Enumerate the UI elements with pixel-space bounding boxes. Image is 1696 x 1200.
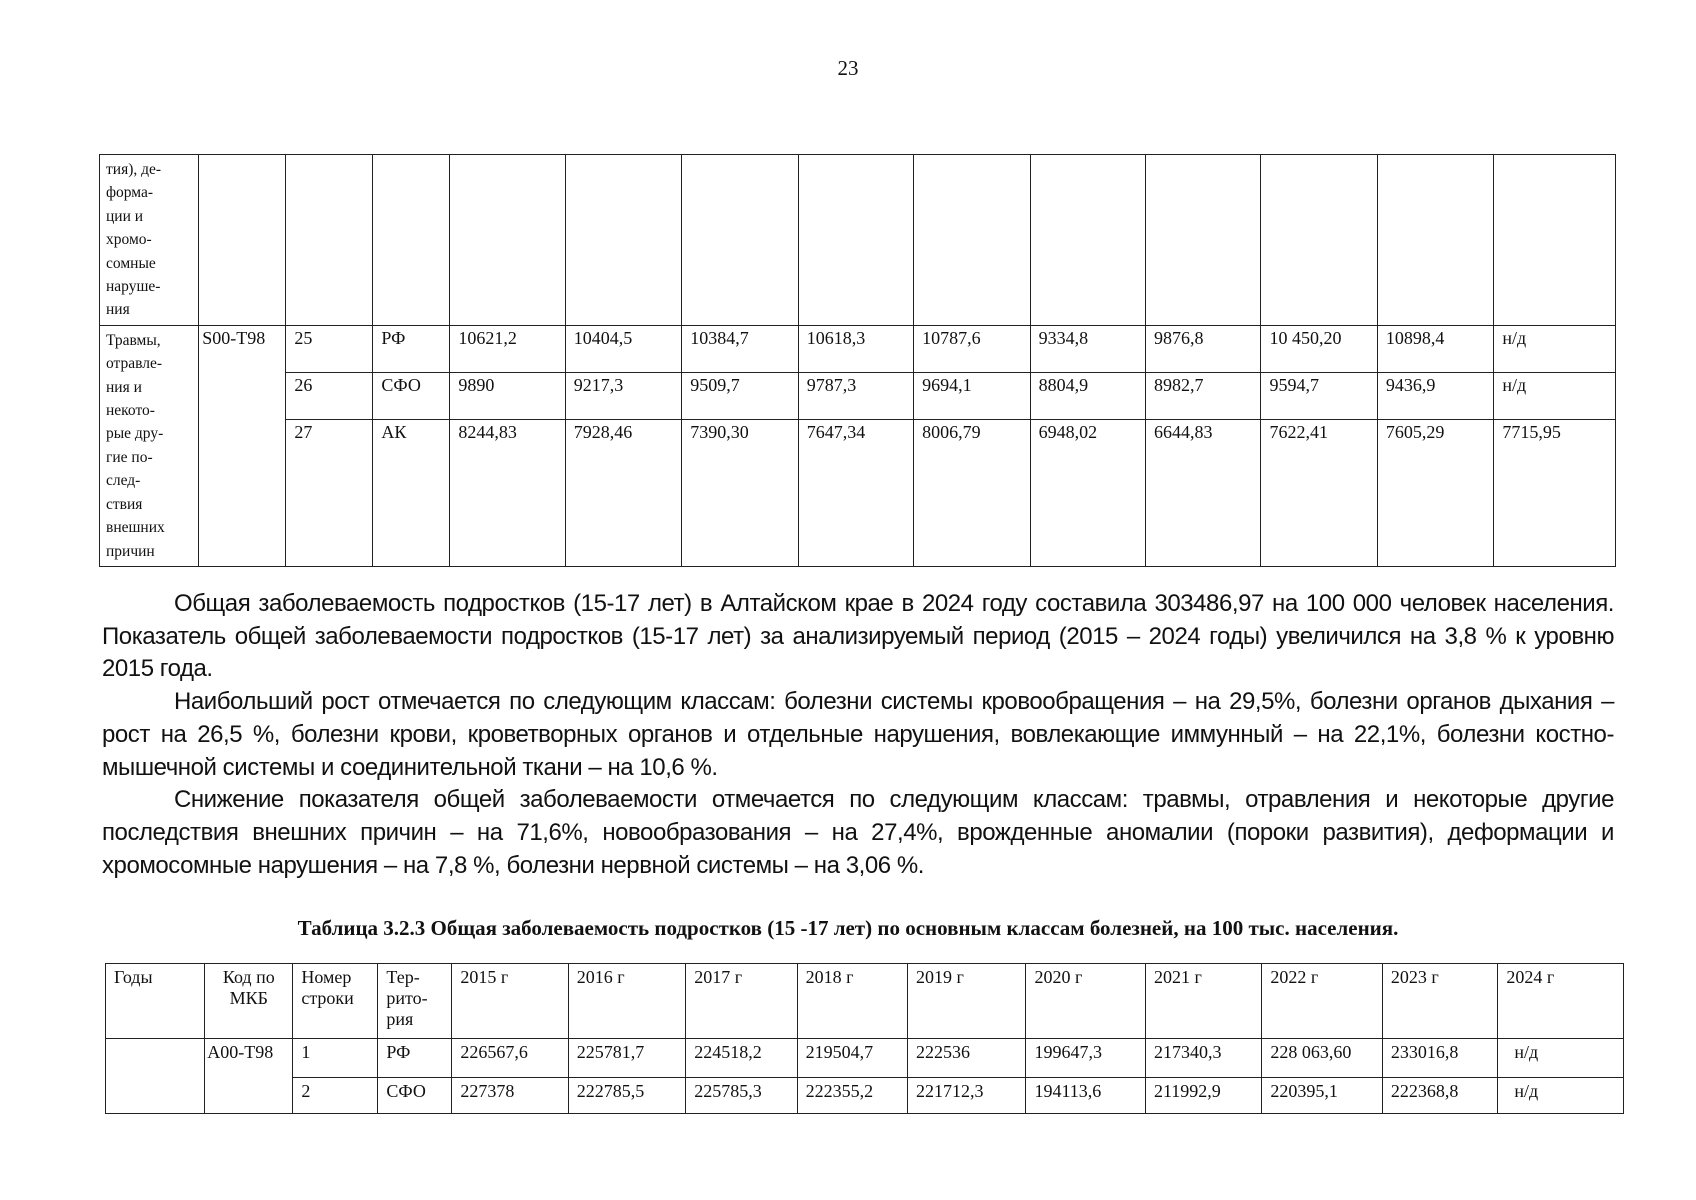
table-cell	[914, 155, 1030, 326]
value-cell: 10404,5	[565, 325, 681, 372]
class-label-cell	[100, 325, 199, 566]
value-cell: 9890	[450, 373, 565, 420]
column-header: 2022 г	[1262, 964, 1383, 1039]
column-header: 2017 г	[686, 964, 797, 1039]
table-row	[106, 1039, 1624, 1078]
value-cell: 225785,3	[686, 1078, 797, 1114]
table-row	[106, 1078, 1624, 1114]
value-cell: 6948,02	[1030, 420, 1145, 567]
value-cell: 226567,6	[452, 1039, 568, 1078]
row-number: 2	[293, 1078, 378, 1114]
body-text	[102, 588, 1614, 882]
column-header: 2023 г	[1382, 964, 1497, 1039]
value-cell: 8982,7	[1146, 373, 1261, 420]
column-header: 2018 г	[797, 964, 907, 1039]
value-cell: н/д	[1494, 373, 1616, 420]
table-row	[100, 420, 1616, 567]
table-cell	[199, 155, 286, 326]
value-cell: 9594,7	[1261, 373, 1377, 420]
table-header-row	[106, 964, 1624, 1039]
territory: РФ	[378, 1039, 452, 1078]
value-cell: 8006,79	[914, 420, 1030, 567]
value-cell: 227378	[452, 1078, 568, 1114]
table-cell	[1261, 155, 1377, 326]
value-cell: 8804,9	[1030, 373, 1145, 420]
icd-code: A00-T98	[207, 1042, 274, 1062]
value-cell: 10898,4	[1377, 325, 1493, 372]
value-cell: 10621,2	[450, 325, 565, 372]
table-continuation	[99, 154, 1616, 567]
value-cell: 222368,8	[1382, 1078, 1497, 1114]
column-header: Годы	[106, 964, 205, 1039]
table-row	[100, 325, 1616, 372]
value-cell: 228 063,60	[1262, 1039, 1383, 1078]
value-cell: 222355,2	[797, 1078, 907, 1114]
table-cell	[798, 155, 913, 326]
table-cell	[286, 155, 373, 326]
value-cell: 10787,6	[914, 325, 1030, 372]
row-number: 1	[293, 1039, 378, 1078]
value-cell: 10 450,20	[1261, 325, 1377, 372]
column-header: Тер- рито- рия	[378, 964, 452, 1039]
value-cell: 8244,83	[450, 420, 565, 567]
value-cell: 194113,6	[1026, 1078, 1145, 1114]
table-cell	[450, 155, 565, 326]
value-cell: 9694,1	[914, 373, 1030, 420]
column-header: 2024 г	[1498, 964, 1624, 1039]
value-cell: 219504,7	[797, 1039, 907, 1078]
value-cell: 10384,7	[682, 325, 798, 372]
column-header: 2016 г	[568, 964, 685, 1039]
value-cell: 6644,83	[1146, 420, 1261, 567]
table-caption: Таблица 3.2.3 Общая заболеваемость подростков (15 -17 лет) по основным классам болезней, на 100 тыс. населения.	[297, 916, 1399, 940]
column-header: 2015 г	[452, 964, 568, 1039]
paragraph: Наибольший рост отмечается по следующим классам: болезни системы кровообращения – на 29,5%, болезни органов дыхания – рост на 26,5 %, болезни крови, кроветворных органов и отдельные нарушения, вовлекающие иммунный – на 22,1%, болезни костно-мышечной системы и соединительной ткани – на 10,6 %.	[102, 688, 1614, 781]
table-cell	[1377, 155, 1493, 326]
column-header: Код по МКБ	[205, 964, 293, 1039]
value-cell: 199647,3	[1026, 1039, 1145, 1078]
value-cell: 7605,29	[1377, 420, 1493, 567]
row-number: 26	[286, 373, 373, 420]
value-cell: 7928,46	[565, 420, 681, 567]
column-header: 2019 г	[908, 964, 1026, 1039]
table-cell	[1494, 155, 1616, 326]
value-cell: 225781,7	[568, 1039, 685, 1078]
value-cell: 7622,41	[1261, 420, 1377, 567]
value-cell: 233016,8	[1382, 1039, 1497, 1078]
table-morbidity	[105, 963, 1624, 1114]
row-number: 25	[286, 325, 373, 372]
icd-code-cell	[199, 325, 286, 566]
table-cell	[1146, 155, 1261, 326]
value-cell: н/д	[1498, 1039, 1624, 1078]
column-header: Номер строки	[293, 964, 378, 1039]
page-number: 23	[837, 56, 859, 80]
value-cell: 9787,3	[798, 373, 913, 420]
value-cell: 222536	[908, 1039, 1026, 1078]
territory: РФ	[373, 325, 450, 372]
table-cell	[565, 155, 681, 326]
table-cell	[682, 155, 798, 326]
value-cell: 224518,2	[686, 1039, 797, 1078]
value-cell: 10618,3	[798, 325, 913, 372]
value-cell: 9509,7	[682, 373, 798, 420]
value-cell: 217340,3	[1145, 1039, 1261, 1078]
years-cell	[106, 1039, 205, 1114]
row-number: 27	[286, 420, 373, 567]
territory: СФО	[373, 373, 450, 420]
class-label-cell	[100, 155, 199, 326]
class-label: Травмы, отравле- ния и некото- рые дру- гие по- след- ствия внешних причин	[106, 331, 165, 560]
table-row	[100, 155, 1616, 326]
table-cell	[373, 155, 450, 326]
value-cell: 7715,95	[1494, 420, 1616, 567]
value-cell: 9436,9	[1377, 373, 1493, 420]
value-cell: 9217,3	[565, 373, 681, 420]
icd-code-cell	[205, 1039, 293, 1114]
value-cell: 7647,34	[798, 420, 913, 567]
column-header: 2020 г	[1026, 964, 1145, 1039]
value-cell: 211992,9	[1145, 1078, 1261, 1114]
territory: СФО	[378, 1078, 452, 1114]
value-cell: н/д	[1498, 1078, 1624, 1114]
value-cell: 7390,30	[682, 420, 798, 567]
value-cell: 222785,5	[568, 1078, 685, 1114]
paragraph: Общая заболеваемость подростков (15-17 лет) в Алтайском крае в 2024 году составила 303486,97 на 100 000 человек населения. Показатель общей заболеваемости подростков (15-17 лет) за анализируемый период (2015 – 2024 годы) увеличился на 3,8 % к уровню 2015 года.	[102, 590, 1614, 683]
icd-code: S00-T98	[202, 327, 266, 348]
value-cell: 220395,1	[1262, 1078, 1383, 1114]
class-label: тия), де- форма- ции и хромо- сомные наруше- ния	[106, 161, 162, 319]
paragraph: Снижение показателя общей заболеваемости отмечается по следующим классам: травмы, отравления и некоторые другие последствия внешних причин – на 71,6%, новообразования – на 27,4%, врожденные аномалии (пороки развития), деформации и хромосомные нарушения – на 7,8 %, болезни нервной системы – на 3,06 %.	[102, 786, 1614, 879]
column-header: 2021 г	[1145, 964, 1261, 1039]
value-cell: 221712,3	[908, 1078, 1026, 1114]
value-cell: 9876,8	[1146, 325, 1261, 372]
table-row	[100, 373, 1616, 420]
value-cell: 9334,8	[1030, 325, 1145, 372]
table-cell	[1030, 155, 1145, 326]
value-cell: н/д	[1494, 325, 1616, 372]
territory: АК	[373, 420, 450, 567]
